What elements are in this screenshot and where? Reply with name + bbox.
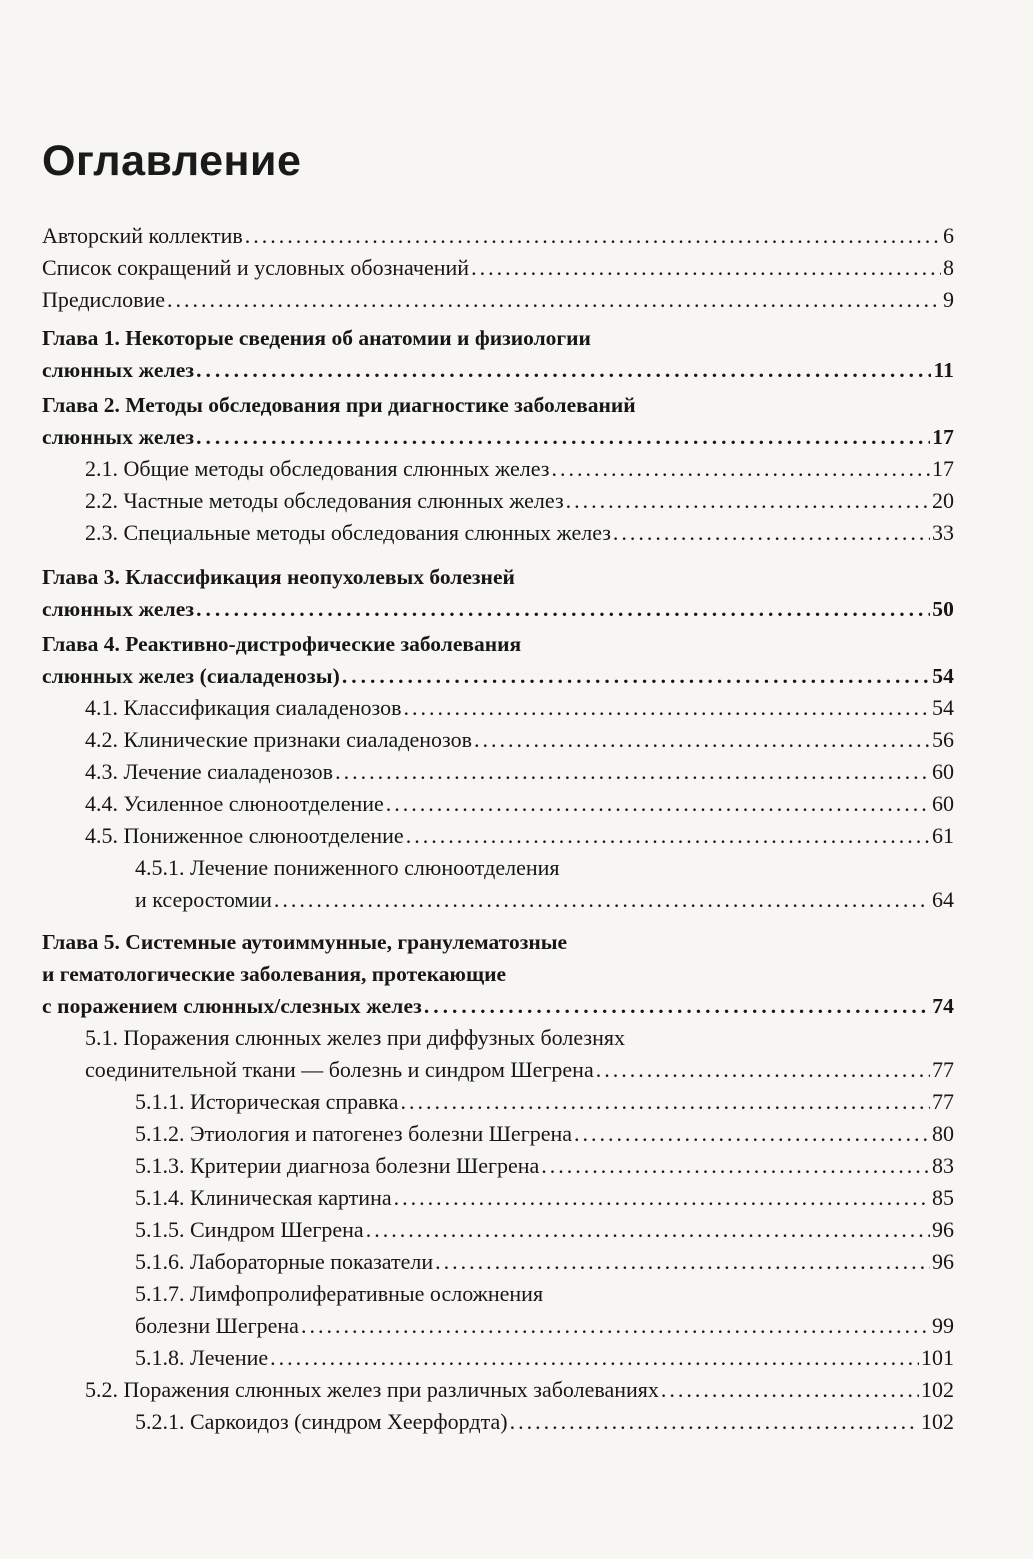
toc-entry-title: 5.1.3. Критерии диагноза болезни Шегрена <box>135 1153 540 1178</box>
toc-entry[interactable] <box>42 252 954 284</box>
toc-entry-title: 4.2. Клинические признаки сиаладенозов <box>85 727 472 752</box>
toc-entry-page: 54 <box>932 664 954 688</box>
toc-leader-dots <box>400 1086 930 1118</box>
toc-entry[interactable] <box>42 517 954 549</box>
toc-entry-title: Глава 5. Системные аутоиммунные, гранулематозные <box>42 930 568 954</box>
toc-leader-dots <box>403 692 930 724</box>
toc-entry-page: 83 <box>932 1153 954 1178</box>
toc-entry-page: 74 <box>932 994 954 1018</box>
toc-entry-title: 5.1.1. Историческая справка <box>135 1089 399 1114</box>
toc-entry-title: 4.5.1. Лечение пониженного слюноотделения <box>135 855 560 880</box>
toc-entry-title: Предисловие <box>42 287 165 312</box>
toc-entry-page: 61 <box>932 823 954 848</box>
toc-entry-title: 2.2. Частные методы обследования слюнных желез <box>85 488 564 513</box>
toc-entry[interactable] <box>42 756 954 788</box>
toc-entry-title: 5.1.8. Лечение <box>135 1345 269 1370</box>
toc-entry-title: 4.1. Классификация сиаладенозов <box>85 695 402 720</box>
toc-entry[interactable] <box>42 852 954 916</box>
toc-entry[interactable] <box>42 788 954 820</box>
toc-leader-dots <box>167 284 941 316</box>
toc-entry-page: 96 <box>932 1217 954 1242</box>
toc-entry-page: 20 <box>932 488 954 513</box>
toc-entry-title: Глава 2. Методы обследования при диагностике заболеваний <box>42 393 636 417</box>
toc-entry-title: Список сокращений и условных обозначений <box>42 255 470 280</box>
toc-entry-page: 11 <box>933 358 954 382</box>
toc-entry-title-cont: с поражением слюнных/слезных желез <box>42 994 422 1018</box>
toc-entry-page: 77 <box>932 1057 954 1082</box>
toc-leader-dots <box>335 756 930 788</box>
toc-entry-title-cont: слюнных желез <box>42 425 195 449</box>
toc-entry[interactable] <box>42 485 954 517</box>
toc-leader-dots <box>196 354 931 386</box>
page-title: Оглавление <box>42 137 302 185</box>
toc-leader-dots <box>394 1182 930 1214</box>
toc-entry-page: 6 <box>943 223 954 248</box>
toc-entry[interactable] <box>42 692 954 724</box>
toc-chapter-4[interactable] <box>42 628 954 692</box>
toc-leader-dots <box>471 252 941 284</box>
toc-entry-title: Авторский коллектив <box>42 223 243 248</box>
toc-entry-title-cont: слюнных желез <box>42 597 195 621</box>
toc-entry-page: 60 <box>932 759 954 784</box>
toc-entry[interactable] <box>42 1182 954 1214</box>
toc-leader-dots <box>366 1214 930 1246</box>
toc-entry-title: 5.1. Поражения слюнных желез при диффузных болезнях <box>85 1025 625 1050</box>
toc-entry-title-cont: слюнных желез (сиаладенозы) <box>42 664 340 688</box>
toc-entry-title-cont: соединительной ткани — болезнь и синдром Шегрена <box>85 1057 594 1082</box>
toc-entry-title: 2.3. Специальные методы обследования слюнных желез <box>85 520 611 545</box>
toc-entry[interactable] <box>42 453 954 485</box>
toc-entry[interactable] <box>42 1374 954 1406</box>
toc-entry[interactable] <box>42 1342 954 1374</box>
toc-leader-dots <box>435 1246 930 1278</box>
toc-entry-title: 5.1.4. Клиническая картина <box>135 1185 392 1210</box>
toc-leader-dots <box>661 1374 919 1406</box>
toc-entry[interactable] <box>42 1022 954 1086</box>
toc-entry-title-cont: и ксеростомии <box>135 887 272 912</box>
toc-chapter-5[interactable] <box>42 926 954 1022</box>
toc-entry-page: 64 <box>932 887 954 912</box>
toc-chapter-2[interactable] <box>42 389 954 453</box>
toc-entry-title-cont: и гематологические заболевания, протекающие <box>42 962 507 986</box>
toc-leader-dots <box>342 660 930 692</box>
toc-entry-title: 4.5. Пониженное слюноотделение <box>85 823 404 848</box>
toc-entry-page: 9 <box>943 287 954 312</box>
toc-entry[interactable] <box>42 1406 954 1438</box>
toc-leader-dots <box>245 220 941 252</box>
toc-entry[interactable] <box>42 284 954 316</box>
toc-entry-title: 5.2.1. Саркоидоз (синдром Хеерфордта) <box>135 1409 508 1434</box>
toc-leader-dots <box>406 820 930 852</box>
table-of-contents <box>42 220 954 1438</box>
toc-entry-page: 102 <box>921 1409 954 1434</box>
toc-entry-page: 102 <box>921 1377 954 1402</box>
toc-entry-title: Глава 1. Некоторые сведения об анатомии и физиологии <box>42 326 591 350</box>
toc-entry-title: 5.1.5. Синдром Шегрена <box>135 1217 364 1242</box>
toc-entry-title-cont: слюнных желез <box>42 358 195 382</box>
toc-entry[interactable] <box>42 820 954 852</box>
toc-entry-title: 4.4. Усиленное слюноотделение <box>85 791 384 816</box>
toc-entry-title: 5.1.7. Лимфопролиферативные осложнения <box>135 1281 544 1306</box>
toc-entry-page: 77 <box>932 1089 954 1114</box>
toc-leader-dots <box>596 1054 930 1086</box>
toc-entry-title: 5.2. Поражения слюнных желез при различных заболеваниях <box>85 1377 659 1402</box>
toc-entry[interactable] <box>42 1278 954 1342</box>
toc-entry-page: 96 <box>932 1249 954 1274</box>
toc-entry-title: Глава 4. Реактивно-дистрофические заболевания <box>42 632 522 656</box>
toc-entry-page: 50 <box>932 597 954 621</box>
toc-leader-dots <box>274 884 930 916</box>
toc-entry-page: 17 <box>932 425 954 449</box>
toc-leader-dots <box>196 421 930 453</box>
toc-leader-dots <box>574 1118 930 1150</box>
toc-entry-page: 85 <box>932 1185 954 1210</box>
toc-entry-page: 80 <box>932 1121 954 1146</box>
toc-entry[interactable] <box>42 1246 954 1278</box>
toc-leader-dots <box>474 724 930 756</box>
toc-leader-dots <box>613 517 930 549</box>
toc-entry-page: 101 <box>921 1345 954 1370</box>
toc-entry-title-cont: болезни Шегрена <box>135 1313 299 1338</box>
toc-entry[interactable] <box>42 220 954 252</box>
toc-entry[interactable] <box>42 1118 954 1150</box>
toc-leader-dots <box>196 593 930 625</box>
toc-leader-dots <box>424 990 930 1022</box>
toc-entry-page: 33 <box>932 520 954 545</box>
toc-entry[interactable] <box>42 724 954 756</box>
toc-leader-dots <box>541 1150 930 1182</box>
toc-leader-dots <box>551 453 930 485</box>
toc-leader-dots <box>386 788 930 820</box>
toc-entry-page: 8 <box>943 255 954 280</box>
toc-leader-dots <box>510 1406 919 1438</box>
toc-chapter-1[interactable] <box>42 322 954 386</box>
toc-entry-page: 60 <box>932 791 954 816</box>
toc-leader-dots <box>566 485 930 517</box>
toc-chapter-3[interactable] <box>42 561 954 625</box>
toc-entry[interactable] <box>42 1150 954 1182</box>
toc-entry-title: 4.3. Лечение сиаладенозов <box>85 759 334 784</box>
toc-entry-page: 54 <box>932 695 954 720</box>
toc-entry-title: 5.1.2. Этиология и патогенез болезни Шегрена <box>135 1121 573 1146</box>
toc-leader-dots <box>301 1310 930 1342</box>
toc-entry-page: 56 <box>932 727 954 752</box>
toc-entry-page: 17 <box>932 456 954 481</box>
toc-entry[interactable] <box>42 1214 954 1246</box>
toc-entry[interactable] <box>42 1086 954 1118</box>
toc-entry-title: 2.1. Общие методы обследования слюнных желез <box>85 456 550 481</box>
toc-entry-title: Глава 3. Классификация неопухолевых болезней <box>42 565 515 589</box>
toc-entry-title: 5.1.6. Лабораторные показатели <box>135 1249 434 1274</box>
toc-entry-page: 99 <box>932 1313 954 1338</box>
toc-leader-dots <box>270 1342 919 1374</box>
